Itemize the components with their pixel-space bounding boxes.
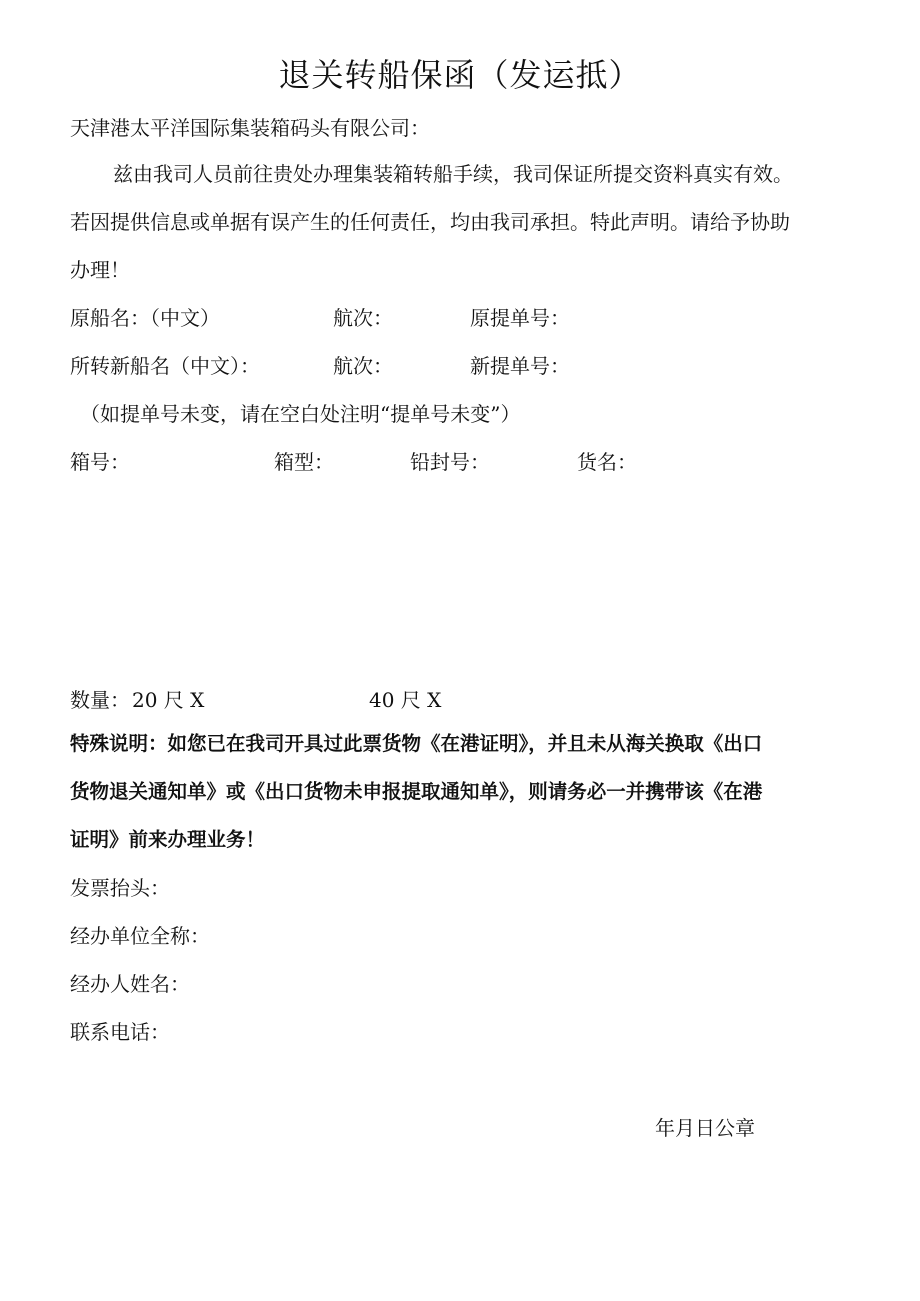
goods-name-label: 货名： [577,450,637,474]
company-name-label: 经办单位全称： [70,924,210,948]
original-voyage-label: 航次： [333,306,393,330]
statement-line-3: 办理！ [70,258,130,282]
quantity-40ft: 40 尺 X [369,688,442,712]
statement-line-2: 若因提供信息或单据有误产生的任何责任，均由我司承担。特此声明。请给予协助 [70,210,790,234]
container-type-label: 箱型： [274,450,334,474]
special-note-line-2: 货物退关通知单》或《出口货物未申报提取通知单》，则请务必一并携带该《在港 [70,780,763,803]
document-title: 退关转船保函（发运抵） [278,56,642,94]
handler-name-label: 经办人姓名： [70,972,190,996]
quantity-20ft: 20 尺 X [132,688,205,712]
special-note-line-3: 证明》前来办理业务！ [70,828,266,851]
special-note-line-1: 特殊说明：如您已在我司开具过此票货物《在港证明》，并且未从海关换取《出口 [70,732,763,755]
invoice-title-label: 发票抬头： [70,876,170,900]
addressee: 天津港太平洋国际集装箱码头有限公司： [70,116,430,140]
new-bl-label: 新提单号： [470,354,570,378]
new-ship-name-label: 所转新船名（中文）： [70,354,260,378]
quantity-label: 数量： [70,688,130,712]
statement-line-1: 兹由我司人员前往贵处办理集装箱转船手续，我司保证所提交资料真实有效。 [113,162,793,186]
original-bl-label: 原提单号： [470,306,570,330]
container-no-label: 箱号： [70,450,130,474]
original-ship-name-label: 原船名：（中文） [70,306,220,330]
phone-label: 联系电话： [70,1020,170,1044]
bl-unchanged-note: （如提单号未变，请在空白处注明“提单号未变”） [80,402,521,426]
new-voyage-label: 航次： [333,354,393,378]
date-seal-line: 年月日公章 [655,1116,755,1140]
seal-no-label: 铅封号： [410,450,490,474]
